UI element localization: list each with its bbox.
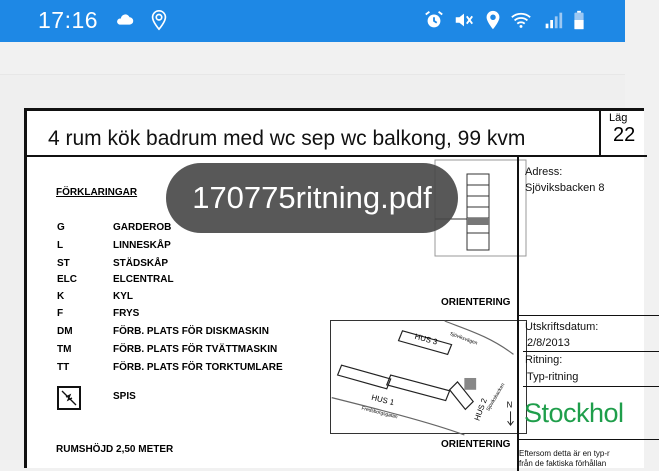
map-label-street3: Sjöviksbacken <box>486 382 507 413</box>
location-icon <box>482 9 504 31</box>
legend-desc: KYL <box>113 291 133 302</box>
adress-label: Adress: <box>525 166 563 178</box>
legend-desc: ELCENTRAL <box>113 274 174 285</box>
legend-code: TT <box>57 362 70 373</box>
adress-value: Sjöviksbacken 8 <box>525 182 605 194</box>
legend-desc: STÄDSKÅP <box>113 258 169 269</box>
alarm-icon <box>423 9 445 31</box>
wifi-icon <box>510 9 532 31</box>
legend-desc: LINNESKÅP <box>113 240 171 251</box>
spis-icon <box>57 386 81 410</box>
lag-box <box>599 108 659 157</box>
cloud-icon <box>114 9 136 31</box>
legend-desc: FÖRB. PLATS FÖR DISKMASKIN <box>113 326 269 337</box>
footnote-line-2: från de faktiska förhållan <box>519 459 607 468</box>
spis-label: SPIS <box>113 391 136 402</box>
ritning-value: Typ-ritning <box>527 371 579 383</box>
rumshojd-text: RUMSHÖJD 2,50 METER <box>56 444 174 455</box>
site-map <box>330 320 527 434</box>
legend-code: L <box>57 240 64 251</box>
legend-desc: FÖRB. PLATS FÖR TORKTUMLARE <box>113 362 283 373</box>
battery-icon <box>568 9 590 31</box>
divider <box>523 351 659 352</box>
mute-icon <box>453 9 475 31</box>
footnote <box>519 449 659 469</box>
legend-desc: FÖRB. PLATS FÖR TVÄTTMASKIN <box>113 344 278 355</box>
legend-desc: FRYS <box>113 308 140 319</box>
divider <box>519 439 659 440</box>
legend-code: F <box>57 308 64 319</box>
legend-heading: FÖRKLARINGAR <box>56 187 138 198</box>
legend-code: K <box>57 291 65 302</box>
location-icon <box>148 9 170 31</box>
divider <box>523 386 659 387</box>
map-label-street1: Fredsborgsgatan <box>360 406 398 421</box>
pdf-page[interactable] <box>24 108 644 468</box>
stockholm-brand-logo: Stockhol <box>524 398 624 428</box>
map-north-label: N <box>506 400 513 410</box>
signal-icon <box>542 9 564 31</box>
ritning-label: Ritning: <box>525 354 563 366</box>
document-title: 4 rum kök badrum med wc sep wc balkong, 99 kvm <box>48 127 526 150</box>
footnote-line-1: Eftersom detta är en typ-r <box>519 449 610 458</box>
utskriftsdatum-label: Utskriftsdatum: <box>525 321 599 333</box>
legend-desc: GARDEROB <box>113 222 172 233</box>
orientering-label-bottom: ORIENTERING <box>441 439 511 450</box>
legend-code: G <box>57 222 65 233</box>
divider <box>519 315 659 316</box>
map-label-hus1: HUS 1 <box>370 392 396 408</box>
title-row <box>27 111 647 157</box>
north-arrow-icon <box>508 411 514 425</box>
utskriftsdatum-value: 2/8/2013 <box>527 337 570 349</box>
status-bar <box>0 0 625 42</box>
legend-code: DM <box>57 326 73 337</box>
legend-code: ELC <box>57 274 77 285</box>
lag-label: Läg <box>609 112 628 124</box>
map-label-street2: Sjöviksvägen <box>448 331 478 347</box>
map-label-hus2: HUS 2 <box>472 397 489 422</box>
status-time: 17:16 <box>38 7 99 33</box>
orientering-label-top: ORIENTERING <box>441 297 511 308</box>
lag-value: 22 <box>613 124 636 146</box>
viewer-toolbar <box>0 42 625 75</box>
map-label-hus3: HUS 3 <box>413 331 439 347</box>
info-column <box>517 157 657 471</box>
legend-code: TM <box>57 344 72 355</box>
legend-code: ST <box>57 258 70 269</box>
filename-toast: 170775ritning.pdf <box>166 163 458 233</box>
